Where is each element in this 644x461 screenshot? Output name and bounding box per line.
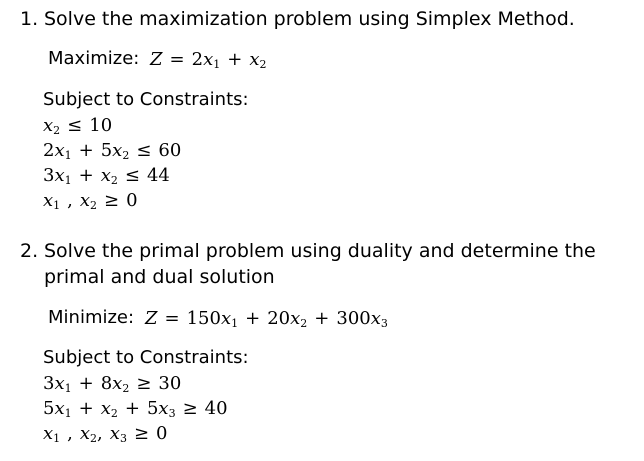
q2-objective-label: Minimize:	[48, 307, 135, 328]
question-2-text-line-2: primal and dual solution	[44, 266, 275, 288]
q2-constraint-2: $5x_1 + x_2 + 5x_3 \ge 40$	[43, 398, 228, 420]
q1-constraint-4: $x_1$ , $x_2 \ge 0$	[43, 190, 138, 212]
question-2-number: 2.	[20, 240, 39, 262]
q1-objective-label: Maximize:	[48, 48, 140, 69]
question-1-text: Solve the maximization problem using Simplex Method.	[44, 8, 575, 30]
q2-constraint-3: $x_1$ , $x_2$, $x_3 \ge 0$	[43, 423, 168, 445]
question-2	[20, 238, 596, 290]
question-1-number: 1.	[20, 8, 39, 30]
q1-constraints-label: Subject to Constraints:	[43, 89, 249, 110]
q1-constraint-2: $2x_1 + 5x_2 \le 60$	[43, 140, 182, 162]
question-1	[20, 6, 575, 32]
q1-objective: $Z = 2x_1 + x_2$	[150, 49, 267, 71]
q2-constraints-label: Subject to Constraints:	[43, 347, 249, 368]
q2-constraint-1: $3x_1 + 8x_2 \ge 30$	[43, 373, 182, 395]
q2-objective: $Z = 150x_1 + 20x_2 + 300x_3$	[145, 308, 388, 330]
question-2-text-line-1: Solve the primal problem using duality and determine the	[44, 240, 596, 262]
q1-constraint-1: $x_2 \le 10$	[43, 115, 113, 137]
q1-constraint-3: $3x_1 + x_2 \le 44$	[43, 165, 170, 187]
